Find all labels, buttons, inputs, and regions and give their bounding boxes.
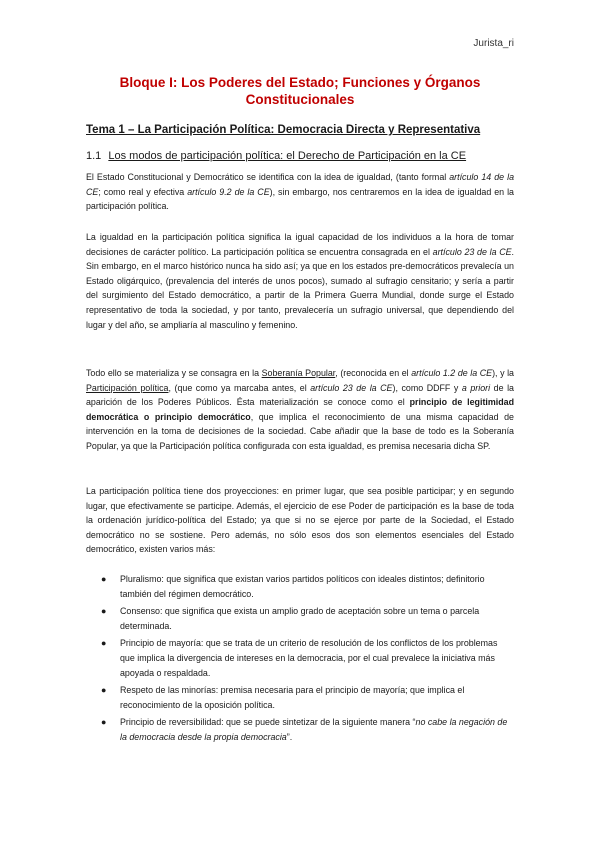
- bullet-list: [86, 572, 514, 748]
- section-heading: [86, 150, 466, 162]
- bullet-icon: ●: [101, 685, 107, 696]
- p1-text: ; como real y efectiva: [98, 186, 188, 197]
- paragraph-2: [86, 230, 514, 332]
- list-item: [86, 636, 514, 680]
- bullet-text: Principio de reversibilidad: que se puede sintetizar de la siguiente manera “: [120, 717, 416, 728]
- p1-text: El Estado Constitucional y Democrático se identifica con la idea de igualdad, (tanto formal: [86, 172, 450, 182]
- p3-text: , que implica el reconocimiento de una misma capacidad de intervención en la toma de decisiones de la sociedad. Cabe añadir que la base de todo es la Soberanía Popular, ya que la Participación política configurada con esta igualdad, es premisa necesaria dicha SP.: [86, 411, 514, 451]
- bullet-text: ”.: [286, 731, 293, 742]
- p1-text: ), sin embargo, nos centraremos en la idea de igualdad en la participación política.: [86, 186, 514, 212]
- bullet-text: Respeto de las minorías: premisa necesaria para el principio de mayoría; que implica el reconocimiento de la oposición política.: [120, 685, 465, 710]
- bullet-icon: ●: [101, 717, 107, 728]
- p2-ref-art23: artículo 23 de la CE: [432, 246, 512, 257]
- p1-ref-art9: artículo 9.2 de la CE: [187, 186, 270, 197]
- bullet-text: Consenso: que significa que exista un amplio grado de aceptación sobre un tema o parcela determinada.: [120, 606, 480, 631]
- header-author: Jurista_ri: [473, 38, 514, 49]
- paragraph-3: [86, 366, 514, 454]
- p3-text: de la aparición de los Poderes Públicos. Ésta materialización se conoce como el: [86, 382, 514, 408]
- document-title: Bloque I: Los Poderes del Estado; Funciones y Órganos Constitucionales: [119, 75, 481, 107]
- section-number: 1.1: [86, 150, 102, 162]
- list-item: [86, 715, 514, 744]
- bullet-text: Pluralismo: que significa que existan varios partidos políticos con ideales distintos; definitorio también del régimen democrático.: [120, 574, 485, 599]
- p3-soberania-popular: Soberanía Popular: [261, 368, 336, 378]
- bullet-icon: ●: [101, 638, 107, 649]
- paragraph-4: La participación política tiene dos proyecciones: en primer lugar, que sea posible participar; y en segundo lugar, que efectivamente se participe. Además, el ejercicio de ese Poder de participación es la base de toda la ordenación jurídico-política del Estado; ya que si no se ejerce por parte de la Sociedad, el Estado democrático no se sostiene. Pero además, no sólo esos dos son elementos esenciales del Estado democrático, existen varios más:: [86, 486, 514, 555]
- tema-heading: Tema 1 – La Participación Política: Democracia Directa y Representativa: [86, 124, 481, 136]
- p3-text: ), y la: [492, 368, 514, 378]
- p3-text: , (que como ya marcaba antes, el: [168, 382, 311, 393]
- list-item: [86, 572, 514, 601]
- paragraph-1: [86, 170, 514, 214]
- bullet-text: Principio de mayoría: que se trata de un criterio de resolución de los conflictos de los problemas que implica la divergencia de intereses en la democracia, por el cual prevalece la iniciativa más apoyada o respaldada.: [120, 638, 498, 678]
- p3-text: , (reconocida en el: [335, 368, 412, 378]
- bullet-quote: no cabe la negación de la democracia desde la propia democracia: [120, 717, 508, 742]
- p3-participacion-politica: Participación política: [86, 382, 169, 393]
- list-item: [86, 683, 514, 712]
- p3-text: Todo ello se materializa y se consagra en la: [86, 368, 262, 378]
- bullet-icon: ●: [101, 606, 107, 617]
- p2-text: La igualdad en la participación política significa la igual capacidad de los individuos a la hora de tomar decisiones de carácter político. La participación política se encuentra consagrada en el: [86, 232, 514, 257]
- p2-text: . Sin embargo, en el marco histórico nunca ha sido así; ya que en los estados pre-democráticos prevalecía un Estado oligárquico, (prevalencia del interés de unos pocos), sumado al sufragio censitario; y sería a partir del surgimiento del Estado democrático, a partir de la Primera Guerra Mundial, donde surge el Estado representativo de toda la sociedad, y por tanto, prevalecería un sufragio universal, que dependiendo del lugar y del año, se ampliaría al masculino y femenino.: [86, 246, 514, 330]
- p3-ref-art23: artículo 23 de la CE: [310, 382, 393, 393]
- p3-text: ), como DDFF y: [392, 382, 462, 393]
- section-title: Los modos de participación política: el Derecho de Participación en la CE: [108, 150, 467, 162]
- p3-ref-art1-2: artículo 1.2 de la CE: [411, 368, 493, 378]
- p3-principio-democratico: principio de legitimidad democrática o principio democrático: [86, 397, 514, 422]
- p1-ref-art14: artículo 14 de la CE: [86, 172, 515, 197]
- list-item: [86, 604, 514, 633]
- p3-a-priori: a priori: [461, 382, 491, 393]
- bullet-icon: ●: [101, 574, 107, 584]
